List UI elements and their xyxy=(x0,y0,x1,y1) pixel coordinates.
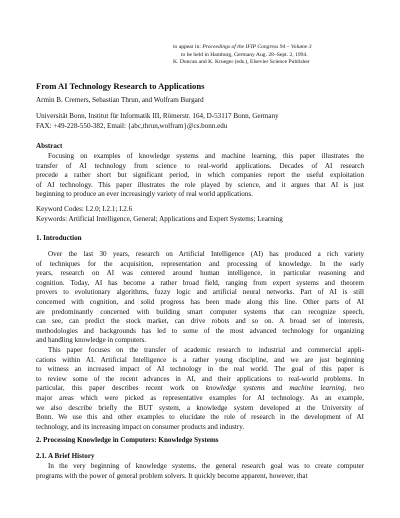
text-line: technology, and its increasing impact on consumer products and industry. xyxy=(36,422,245,431)
paper-title: From AI Technology Research to Applications xyxy=(36,81,205,91)
text-line: beginning to produce an ever increasingly variety of real world applications. xyxy=(36,190,253,199)
venue-proceedings: Proceedings of the IFIP Congress 94 – Volume 3 xyxy=(202,44,312,50)
text-line: Over the last 30 years, research on Artificial Intelligence (AI) has produced a rich variety xyxy=(48,250,364,258)
text-line: concerned with cognition, and solid progress has been made along this line. Other parts of AI xyxy=(36,297,364,306)
text-line: particular, this paper describes recent work on knowledge systems and machine learning, two xyxy=(36,384,364,393)
text-line: of AI technology. This paper illustrates the role played by science, and it argues that AI is just xyxy=(36,180,364,189)
text-line: to witness an increased impact of AI technology in the real world. The goal of this paper is xyxy=(36,365,364,374)
text-line: Focusing on examples of knowledge systems and machine learning, this paper illustrates the xyxy=(48,152,364,160)
venue-line-3: K. Duncan and K. Krueger (eds.), Elsevier Science Publisher xyxy=(173,59,310,66)
keyword-list: Keywords: Artificial Intelligence, General; Applications and Expert Systems; Learning xyxy=(36,214,283,223)
authors: Armin B. Cremers, Sebastian Thrun, and Wolfram Burgard xyxy=(36,96,204,104)
affiliation-contact: FAX: +49-228-550-382, Email: {abc,thrun,wolfram}@cs.bonn.edu xyxy=(36,122,228,130)
text-line: and handling knowledge in computers. xyxy=(36,336,147,345)
text-line: cations within AI. Artificial Intelligence is a rather young discipline, and we are just beginning xyxy=(36,355,364,364)
section-2-paragraph xyxy=(36,462,364,481)
keyword-codes: Keyword Codes: I.2.0; I.2.1; I.2.6 xyxy=(36,205,133,213)
affiliation-address: Universität Bonn, Institut für Informatik III, Römerstr. 164, D-53117 Bonn, Germany xyxy=(36,112,279,120)
affiliation xyxy=(36,111,279,131)
abstract-body xyxy=(36,152,364,200)
text-line: This paper focuses on the transfer of academic research to industrial and commercial appli- xyxy=(48,346,364,354)
text-line: methodologies and backgrounds has led to some of the most advanced technology for organizing xyxy=(36,326,364,335)
venue-note xyxy=(173,44,373,67)
text-line: can see, can predict the stock market, can drive robots and so on. A broad set of interests, xyxy=(36,317,364,326)
text-line: Bonn. We use this and other examples to elucidate the role of research in the development of AI xyxy=(36,413,364,422)
text-line: years, research on AI was centered around human intelligence, in particular reasoning and xyxy=(36,269,364,278)
venue-line-2: to be held in Hamburg, Germany Aug. 28–Sept. 2, 1994. xyxy=(181,51,308,58)
text-line: we also describe briefly the BUT system, a knowledge system developed at the University of xyxy=(36,403,364,412)
introduction-paragraph-2 xyxy=(36,346,364,432)
text-line: cognition. Today, AI has become a rather broad field, ranging from expert systems and theorem xyxy=(36,278,364,287)
introduction-heading: 1. Introduction xyxy=(36,234,82,242)
subsection-2-1-heading: 2.1. A Brief History xyxy=(36,452,95,460)
text-line: transfer of AI technology from science to real-world applications. Decades of AI research xyxy=(36,161,364,170)
text-line: of techniques for the acquisition, representation and processing of knowledge. In the early xyxy=(36,259,364,268)
text-line: major areas which were picked as representative examples for AI technology. As an example, xyxy=(36,393,364,402)
abstract-heading: Abstract xyxy=(36,142,63,150)
text-line: to review some of the recent advances in AI, and their applications to real-world problems. In xyxy=(36,374,364,383)
venue-prefix: to appear in: xyxy=(173,44,203,50)
section-2-heading: 2. Processing Knowledge in Computers: Knowledge Systems xyxy=(36,436,219,444)
text-line: programs with the power of general problem solvers. It quickly become apparent, however, that xyxy=(36,471,308,480)
introduction-paragraph-1 xyxy=(36,250,364,346)
text-line: are predominantly concerned with building smart computer systems that can recognize speech, xyxy=(36,307,364,316)
text-line: In the very beginning of knowledge systems, the general research goal was to create computer xyxy=(48,462,364,470)
venue-line-1 xyxy=(173,44,373,52)
text-line: precede a rather short but significant period, in which companies report the useful exploitation xyxy=(36,171,364,180)
text-line: provers to evolutionary algorithms, fuzzy logic and artificial neural networks. Part of AI is still xyxy=(36,288,364,297)
keywords-block xyxy=(36,205,283,224)
